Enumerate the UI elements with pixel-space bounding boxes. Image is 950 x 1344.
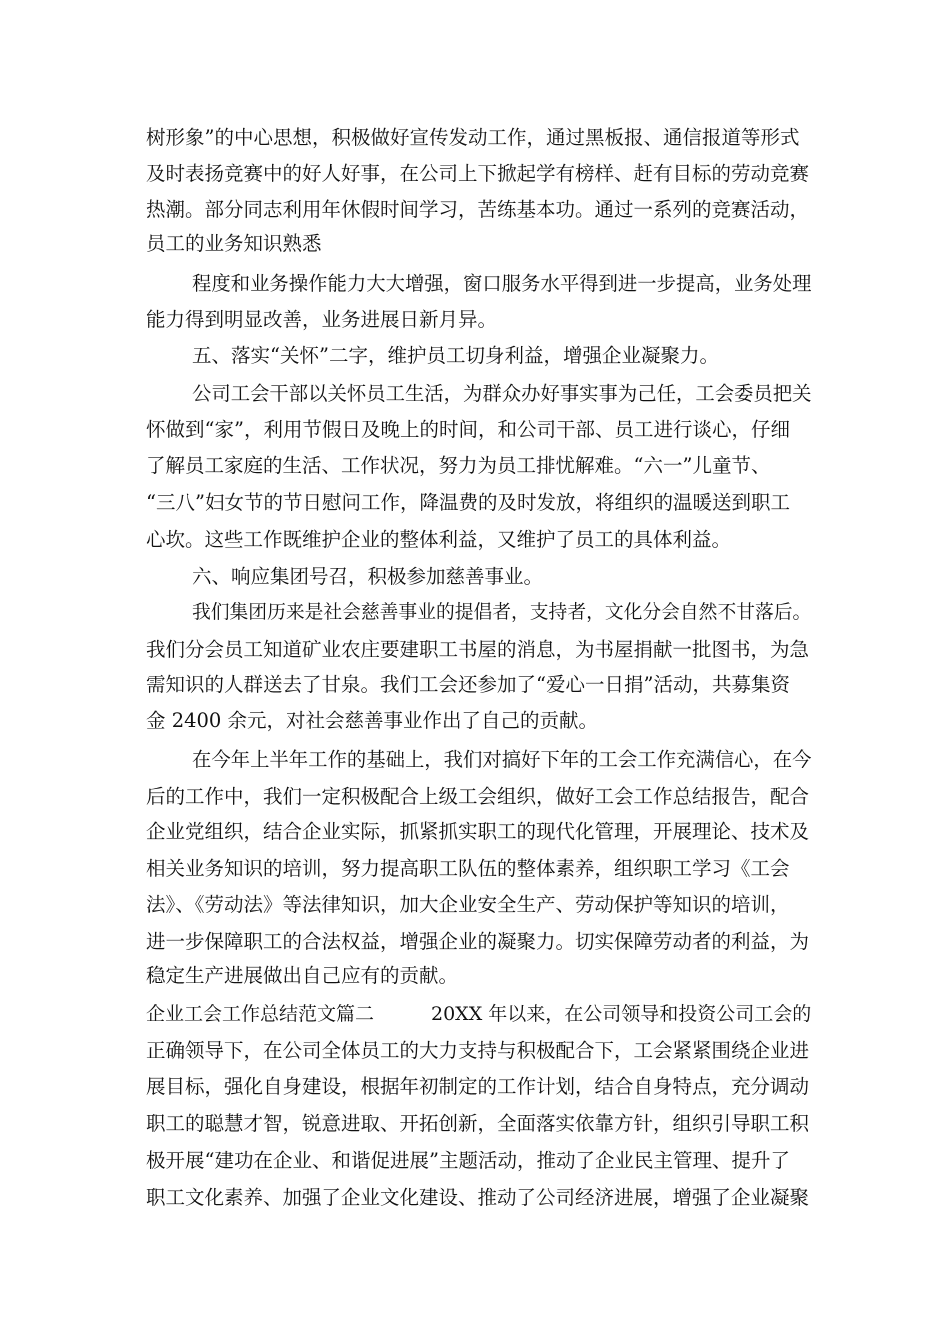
- text-line: 职工的聪慧才智，锐意进取、开拓创新，全面落实依靠方针，组织引导职工积: [146, 1112, 810, 1135]
- text-line: 后的工作中，我们一定积极配合上级工会组织，做好工会工作总结报告，配合: [146, 785, 810, 808]
- article-heading-line: 企业工会工作总结范文篇二 20XX 年以来，在公司领导和投资公司工会的: [146, 1003, 812, 1025]
- text-line: 稳定生产进展做出自己应有的贡献。: [146, 964, 459, 987]
- text-line: 金 2400 余元，对社会慈善事业作出了自己的贡献。: [146, 709, 599, 732]
- section-heading: 五、落实“关怀”二字，维护员工切身利益，增强企业凝聚力。: [192, 344, 719, 367]
- text-line: 公司工会干部以关怀员工生活，为群众办好事实事为己任，工会委员把关: [192, 382, 812, 405]
- text-line: 展目标，强化自身建设，根据年初制定的工作计划，结合自身特点，充分调动: [146, 1075, 810, 1098]
- text-line: 程度和业务操作能力大大增强，窗口服务水平得到进一步提高，业务处理: [192, 272, 812, 295]
- text-line: 需知识的人群送去了甘泉。我们工会还参加了“爱心一日捐”活动，共募集资: [146, 673, 790, 696]
- text-line: 极开展“建功在企业、和谐促进展”主题活动，推动了企业民主管理、提升了: [146, 1149, 790, 1172]
- text-line: 正确领导下，在公司全体员工的大力支持与积极配合下，工会紧紧围绕企业进: [146, 1039, 810, 1062]
- text-line: 心坎。这些工作既维护企业的整体利益，又维护了员工的具体利益。: [146, 528, 732, 551]
- text-line: 企业党组织，结合企业实际，抓紧抓实职工的现代化管理，开展理论、技术及: [146, 820, 810, 843]
- text-line: 在今年上半年工作的基础上，我们对搞好下年的工会工作充满信心，在今: [192, 748, 812, 771]
- text-line: 进一步保障职工的合法权益，增强企业的凝聚力。切实保障劳动者的利益，为: [146, 930, 810, 953]
- text-line: 热潮。部分同志利用年休假时间学习，苦练基本功。通过一系列的竞赛活动，: [146, 198, 810, 221]
- text-line: 职工文化素养、加强了企业文化建设、推动了公司经济进展，增强了企业凝聚: [146, 1186, 810, 1209]
- text-line: 及时表扬竞赛中的好人好事，在公司上下掀起学有榜样、赶有目标的劳动竞赛: [146, 162, 810, 185]
- text-line: 我们集团历来是社会慈善事业的提倡者，支持者，文化分会自然不甘落后。: [192, 602, 812, 623]
- text-line: 怀做到“家”，利用节假日及晚上的时间，和公司干部、员工进行谈心，仔细: [146, 418, 790, 441]
- text-line: “三八”妇女节的节日慰问工作，降温费的及时发放，将组织的温暖送到职工: [146, 491, 790, 514]
- text-line: 我们分会员工知道矿业农庄要建职工书屋的消息，为书屋捐献一批图书，为急: [146, 638, 810, 661]
- text-line: 相关业务知识的培训，努力提高职工队伍的整体素养，组织职工学习《工会: [146, 857, 790, 880]
- text-line: 树形象”的中心思想，积极做好宣传发动工作，通过黑板报、通信报道等形式: [146, 126, 800, 149]
- text-line: 法》、《劳动法》等法律知识，加大企业安全生产、劳动保护等知识的培训，: [146, 893, 790, 916]
- section-heading: 六、响应集团号召，积极参加慈善事业。: [192, 565, 544, 588]
- text-line: 员工的业务知识熟悉: [146, 232, 322, 255]
- text-line: 能力得到明显改善，业务进展日新月异。: [146, 308, 498, 331]
- text-line: 了解员工家庭的生活、工作状况，努力为员工排忧解难。“六一”儿童节、: [146, 454, 771, 477]
